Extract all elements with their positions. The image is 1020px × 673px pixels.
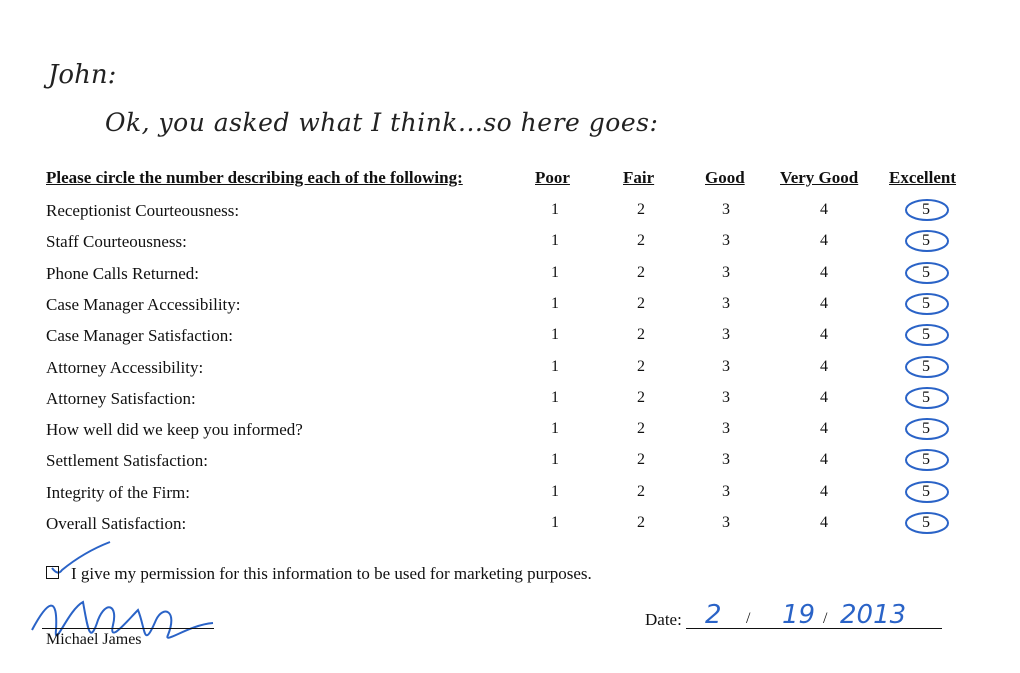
rating-option[interactable]: 2 [637, 201, 645, 218]
rating-option[interactable]: 4 [820, 514, 828, 531]
signature-line [42, 628, 214, 629]
rating-option[interactable]: 5 [922, 514, 930, 531]
date-separator: / [746, 610, 751, 627]
consent-statement [46, 564, 592, 584]
rating-option[interactable]: 3 [722, 388, 730, 406]
rating-option[interactable]: 2 [637, 388, 645, 406]
rating-option[interactable]: 4 [820, 357, 828, 375]
rating-option[interactable]: 2 [637, 232, 645, 250]
date-day: 19 [782, 600, 816, 630]
question-label: Integrity of the Firm: [46, 482, 191, 502]
rating-option[interactable]: 4 [820, 326, 828, 344]
rating-option[interactable]: 3 [722, 420, 730, 438]
rating-option[interactable]: 1 [551, 232, 559, 250]
rating-option[interactable]: 5 [922, 420, 930, 438]
date-label: Date: [645, 610, 682, 629]
rating-option[interactable]: 5 [922, 451, 930, 469]
rating-option[interactable]: 3 [722, 232, 730, 250]
intro-note: Ok, you asked what I think...so here goes: [105, 108, 659, 137]
poor-header: Poor [535, 168, 570, 187]
rating-option[interactable]: 5 [922, 201, 930, 218]
selection-circle-icon [903, 228, 951, 254]
question-label: Case Manager Satisfaction: [46, 326, 233, 346]
question-label: Attorney Accessibility: [46, 357, 204, 377]
rating-row [0, 326, 1020, 357]
rating-option[interactable]: 2 [637, 451, 645, 469]
selection-circle-icon [903, 291, 951, 317]
rating-option[interactable]: 2 [637, 420, 645, 438]
question-label: Case Manager Accessibility: [46, 294, 241, 314]
rating-row [0, 514, 1020, 545]
rating-row [0, 295, 1020, 326]
greeting: John: [48, 60, 117, 90]
rating-option[interactable]: 5 [922, 232, 930, 250]
rating-option[interactable]: 4 [820, 388, 828, 406]
selection-circle-icon [903, 260, 951, 286]
rating-option[interactable]: 4 [820, 420, 828, 438]
rating-option[interactable]: 5 [922, 294, 930, 312]
rating-option[interactable]: 3 [722, 326, 730, 344]
rating-option[interactable]: 5 [922, 482, 930, 500]
rating-option[interactable]: 4 [820, 201, 828, 218]
selection-circle-icon [903, 510, 951, 536]
selection-circle-icon [903, 322, 951, 348]
rating-option[interactable]: 5 [922, 357, 930, 375]
rating-option[interactable]: 1 [551, 357, 559, 375]
rating-option[interactable]: 1 [551, 451, 559, 469]
question-label: Attorney Satisfaction: [46, 388, 196, 408]
rating-option[interactable]: 3 [722, 294, 730, 312]
signature-icon [28, 590, 228, 660]
consent-checkbox[interactable] [46, 566, 59, 579]
rating-option[interactable]: 2 [637, 357, 645, 375]
rating-row [0, 232, 1020, 263]
question-label: Settlement Satisfaction: [46, 451, 208, 471]
rating-option[interactable]: 1 [551, 201, 559, 218]
question-label: Phone Calls Returned: [46, 263, 199, 283]
rating-option[interactable]: 2 [637, 263, 645, 281]
rating-row [0, 264, 1020, 295]
rating-option[interactable]: 3 [722, 514, 730, 531]
question-label: Staff Courteousness: [46, 232, 187, 252]
rating-option[interactable]: 5 [922, 388, 930, 406]
rating-option[interactable]: 2 [637, 326, 645, 344]
selection-circle-icon [903, 416, 951, 442]
rating-option[interactable]: 3 [722, 201, 730, 218]
rating-row [0, 389, 1020, 420]
consent-text: I give my permission for this information to be used for marketing purposes. [71, 564, 592, 583]
selection-circle-icon [903, 479, 951, 505]
very-good-header: Very Good [780, 168, 859, 187]
rating-row [0, 201, 1020, 232]
selection-circle-icon [903, 197, 951, 223]
rating-option[interactable]: 3 [722, 263, 730, 281]
selection-circle-icon [903, 354, 951, 380]
rating-option[interactable]: 5 [922, 263, 930, 281]
signer-name: Michael James [46, 631, 142, 648]
good-header: Good [705, 168, 745, 187]
date-separator: / [823, 610, 828, 627]
date-month: 2 [705, 600, 722, 630]
rating-option[interactable]: 5 [922, 326, 930, 344]
selection-circle-icon [903, 447, 951, 473]
date-year: 2013 [840, 600, 907, 630]
rating-option[interactable]: 3 [722, 482, 730, 500]
rating-option[interactable]: 4 [820, 294, 828, 312]
excellent-header: Excellent [889, 168, 957, 187]
rating-option[interactable]: 2 [637, 482, 645, 500]
rating-option[interactable]: 1 [551, 263, 559, 281]
rating-option[interactable]: 3 [722, 357, 730, 375]
rating-option[interactable]: 2 [637, 294, 645, 312]
rating-option[interactable]: 4 [820, 232, 828, 250]
rating-option[interactable]: 1 [551, 420, 559, 438]
rating-option[interactable]: 1 [551, 514, 559, 531]
rating-option[interactable]: 4 [820, 263, 828, 281]
question-label: Overall Satisfaction: [46, 514, 187, 533]
rating-row [0, 420, 1020, 451]
rating-row [0, 451, 1020, 482]
rating-option[interactable]: 1 [551, 482, 559, 500]
rating-row [0, 483, 1020, 514]
question-label: Receptionist Courteousness: [46, 201, 240, 220]
rating-option[interactable]: 2 [637, 514, 645, 531]
fair-header: Fair [623, 168, 655, 187]
selection-circle-icon [903, 385, 951, 411]
rating-option[interactable]: 4 [820, 451, 828, 469]
rating-option[interactable]: 3 [722, 451, 730, 469]
rating-option[interactable]: 1 [551, 294, 559, 312]
rating-row [0, 358, 1020, 389]
rating-option[interactable]: 4 [820, 482, 828, 500]
rating-option[interactable]: 1 [551, 388, 559, 406]
question-header: Please circle the number describing each of the following: [46, 168, 463, 187]
question-label: How well did we keep you informed? [46, 420, 303, 440]
rating-option[interactable]: 1 [551, 326, 559, 344]
